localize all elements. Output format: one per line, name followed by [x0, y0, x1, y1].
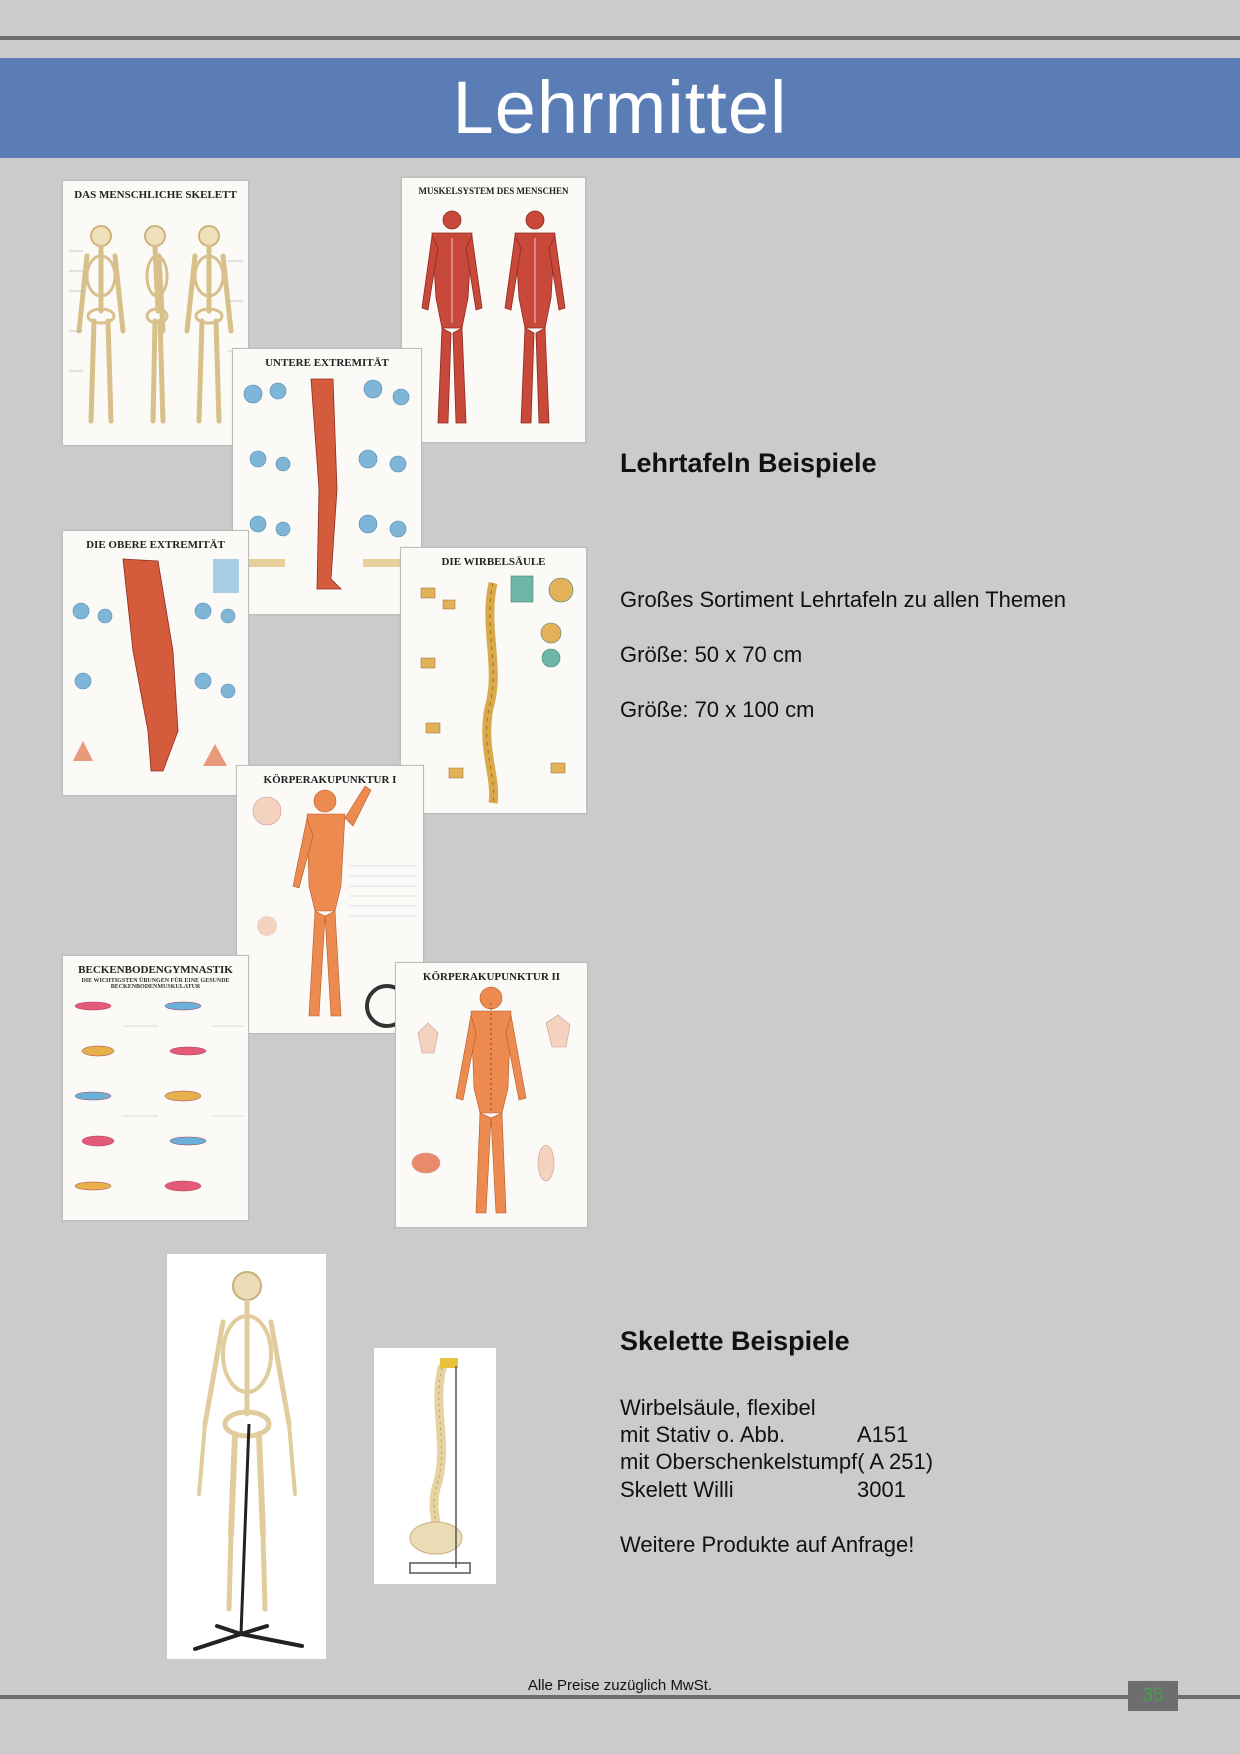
- poster-beckenbodengymnastik: [62, 955, 249, 1221]
- poster-subtitle: DIE WICHTIGSTEN ÜBUNGEN FÜR EINE GESUNDE BECKENBODENMUSKULATUR: [81, 978, 230, 990]
- poster-title: MUSKELSYSTEM DES MENSCHEN: [418, 186, 569, 196]
- lehrtafeln-line-3: Größe: 70 x 100 cm: [620, 697, 815, 722]
- poster-title: DIE WIRBELSÄULE: [441, 556, 546, 568]
- footer-note: Alle Preise zuzüglich MwSt.: [527, 1677, 713, 1694]
- skeleton-illustration: [63, 181, 248, 445]
- lehrtafeln-line-2: Größe: 50 x 70 cm: [620, 642, 803, 667]
- spine-anatomy-illustration: [401, 548, 586, 813]
- spine-model-illustration: [374, 1348, 496, 1584]
- lehrtafeln-line-1: Großes Sortiment Lehrtafeln zu allen Themen: [620, 587, 1066, 612]
- top-rule: [0, 36, 1240, 40]
- poster-skelett: [62, 180, 249, 446]
- poster-title: DAS MENSCHLICHE SKELETT: [74, 189, 237, 201]
- spine-photo: [373, 1347, 497, 1585]
- poster-obere-extremitaet: [62, 530, 249, 796]
- arm-anatomy-illustration: [63, 531, 248, 795]
- bottom-rule: [0, 1695, 1240, 1699]
- skelette-item-4-code: 3001: [857, 1477, 906, 1502]
- poster-title: KÖRPERAKUPUNKTUR I: [263, 774, 397, 786]
- skelette-item-3: mit Oberschenkelstumpf( A 251): [620, 1449, 934, 1474]
- skelette-item-4: Skelett Willi: [620, 1477, 734, 1502]
- exercise-illustration: [63, 956, 248, 1220]
- skelette-note: Weitere Produkte auf Anfrage!: [620, 1532, 915, 1557]
- poster-title: UNTERE EXTREMITÄT: [265, 357, 389, 369]
- poster-wirbelsaeule: [400, 547, 587, 814]
- leg-anatomy-illustration: [233, 349, 421, 614]
- page-number: 35: [1128, 1681, 1178, 1711]
- poster-title: KÖRPERAKUPUNKTUR II: [422, 971, 561, 983]
- skelette-heading: Skelette Beispiele: [620, 1326, 850, 1356]
- skeleton-photo: [166, 1253, 327, 1660]
- lehrtafeln-heading: Lehrtafeln Beispiele: [620, 448, 877, 478]
- skelette-item-1: Wirbelsäule, flexibel: [620, 1395, 816, 1420]
- poster-koerperakupunktur-2: [395, 962, 588, 1228]
- poster-untere-extremitaet: [232, 348, 422, 615]
- skeleton-model-illustration: [167, 1254, 326, 1659]
- poster-title: DIE OBERE EXTREMITÄT: [86, 539, 225, 551]
- poster-title: BECKENBODENGYMNASTIK: [78, 964, 233, 976]
- title-banner: [0, 58, 1240, 158]
- acupuncture-figure-illustration: [396, 963, 587, 1227]
- page-title: Lehrmittel: [452, 66, 788, 149]
- poster-muskelsystem: [401, 177, 586, 443]
- muscle-figures-illustration: [402, 178, 585, 442]
- skelette-item-2-code: A151: [857, 1422, 909, 1447]
- skelette-item-2: mit Stativ o. Abb.: [620, 1422, 786, 1447]
